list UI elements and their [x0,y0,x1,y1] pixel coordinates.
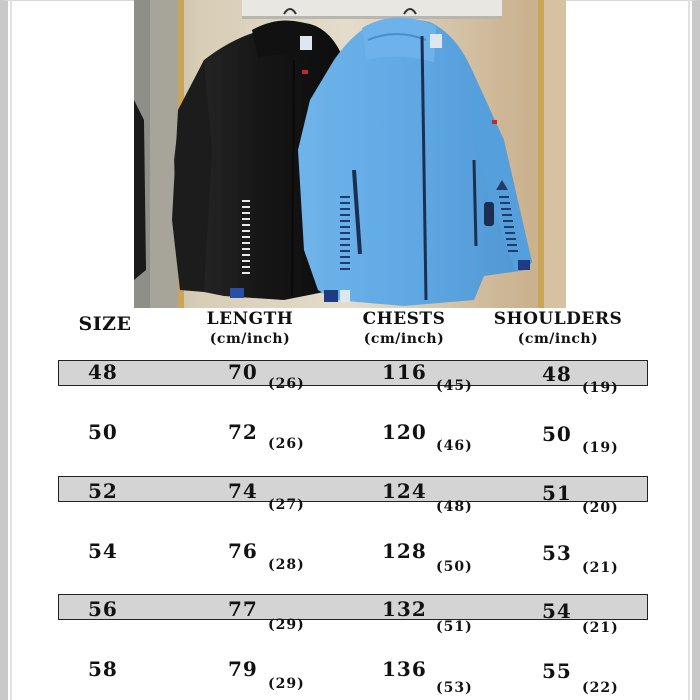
length-cm-cell: 74 [228,479,258,503]
product-photo [134,0,566,308]
chest-cm-cell: 128 [382,539,427,563]
chest-cm-cell: 124 [382,479,427,503]
size-cell: 58 [88,657,118,681]
length-cm-cell: 76 [228,539,258,563]
shoulder-cm-cell: 55 [542,659,572,683]
shoulder-cm-cell: 54 [542,599,572,623]
size-cell: 56 [88,597,118,621]
length-inch-cell: (26) [268,436,305,452]
chest-cm-cell: 136 [382,657,427,681]
shoulder-inch-cell: (19) [582,380,619,396]
shoulder-cm-cell: 48 [542,362,572,386]
length-cm-cell: 79 [228,657,258,681]
shoulder-inch-cell: (21) [582,620,619,636]
chest-inch-cell: (48) [436,499,473,515]
length-cm-cell: 70 [228,360,258,384]
header-shoulders-unit: (cm/inch) [517,331,599,347]
chest-cm-cell: 116 [382,360,427,384]
length-inch-cell: (29) [268,676,305,692]
shoulder-inch-cell: (20) [582,500,619,516]
shoulder-cm-cell: 53 [542,541,572,565]
chest-inch-cell: (51) [436,619,473,635]
length-inch-cell: (28) [268,557,305,573]
chest-inch-cell: (46) [436,438,473,454]
chest-inch-cell: (53) [436,680,473,696]
shoulder-cm-cell: 50 [542,422,572,446]
header-length-unit: (cm/inch) [209,331,291,347]
chest-cm-cell: 132 [382,597,427,621]
chest-inch-cell: (45) [436,378,473,394]
header-shoulders [490,309,626,347]
header-shoulders-title: SHOULDERS [493,309,623,329]
size-cell: 50 [88,420,118,444]
length-inch-cell: (29) [268,617,305,633]
length-cm-cell: 77 [228,597,258,621]
length-cm-cell: 72 [228,420,258,444]
size-cell: 54 [88,539,118,563]
header-size-title: SIZE [78,313,132,335]
header-chests-title: CHESTS [362,309,446,329]
frame-inner-line-left [10,0,12,700]
shoulder-cm-cell: 51 [542,481,572,505]
header-chests-unit: (cm/inch) [363,331,445,347]
header-length-title: LENGTH [206,309,294,329]
size-cell: 48 [88,360,118,384]
shoulder-inch-cell: (19) [582,440,619,456]
header-size [60,312,150,335]
length-inch-cell: (27) [268,497,305,513]
frame-inner-line-right [688,0,690,700]
length-inch-cell: (26) [268,376,305,392]
header-length [190,309,310,347]
header-chests [344,309,464,347]
shoulder-inch-cell: (21) [582,560,619,576]
chest-cm-cell: 120 [382,420,427,444]
size-cell: 52 [88,479,118,503]
shoulder-inch-cell: (22) [582,680,619,696]
chest-inch-cell: (50) [436,559,473,575]
